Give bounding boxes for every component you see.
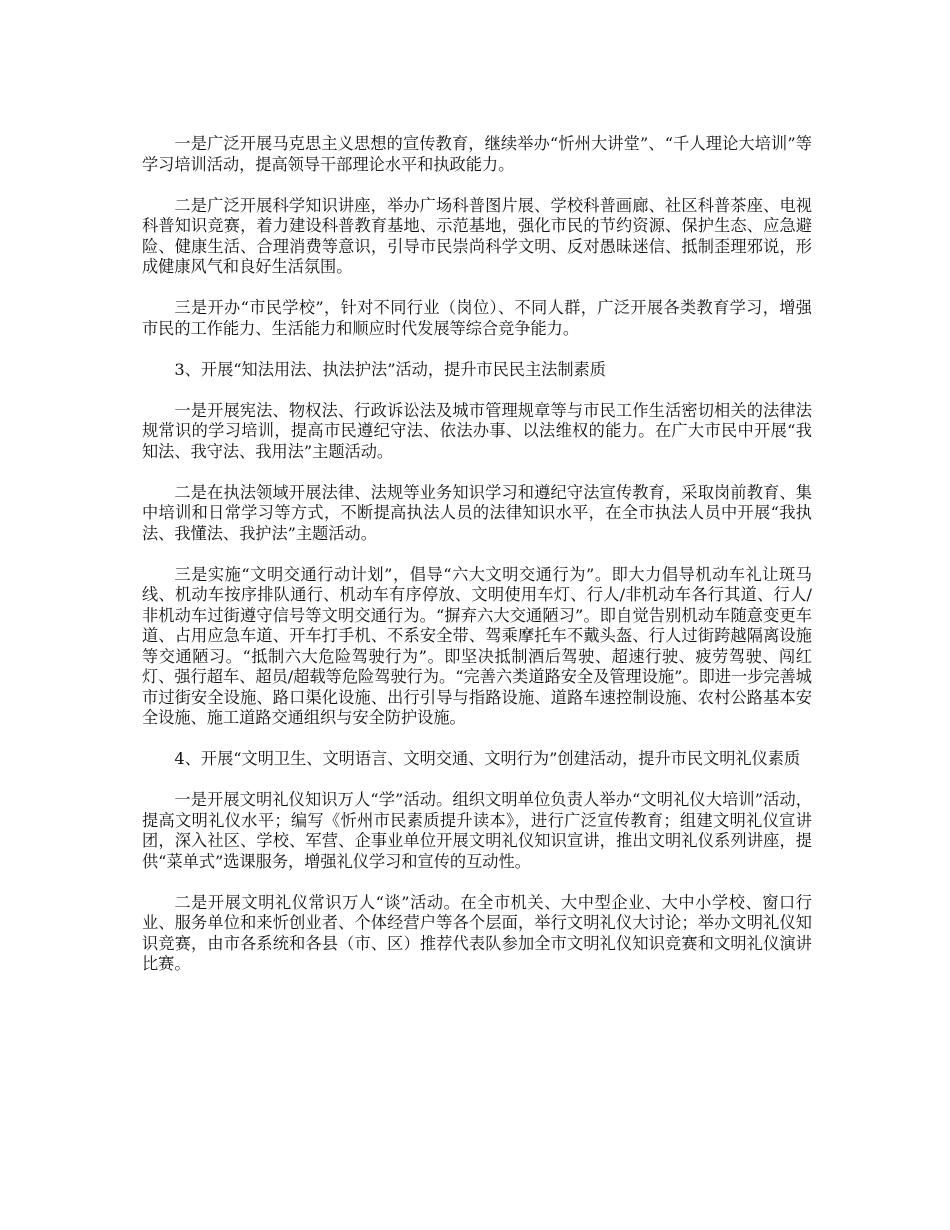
paragraph-law-training: 一是开展宪法、物权法、行政诉讼法及城市管理规章等与市民工作生活密切相关的法律法规常识的学习培训，提高市民遵纪守法、依法办事、以法维权的能力。在广大市民中开展“我知法、我守法、我用法”主题活动。 <box>142 400 812 461</box>
section-heading-etiquette: 4、开展“文明卫生、文明语言、文明交通、文明行为”创建活动，提升市民文明礼仪素质 <box>174 749 801 768</box>
paragraph-etiquette-learn: 一是开展文明礼仪知识万人“学”活动。组织文明单位负责人举办“文明礼仪大培训”活动，提高文明礼仪水平；编写《忻州市民素质提升读本》，进行广泛宣传教育；组建文明礼仪宣讲团，深入社区、学校、军营、企事业单位开展文明礼仪知识宣讲，推出文明礼仪系列讲座，提供“菜单式”选课服务，增强礼仪学习和宣传的互动性。 <box>142 790 812 871</box>
document-page <box>142 134 812 995</box>
paragraph-law-enforcement: 二是在执法领域开展法律、法规等业务知识学习和遵纪守法宣传教育，采取岗前教育、集中培训和日常学习等方式，不断提高执法人员的法律知识水平，在全市执法人员中开展“我执法、我懂法、我护法”主题活动。 <box>142 482 812 543</box>
paragraph-citizen-school: 三是开办“市民学校”，针对不同行业（岗位）、不同人群，广泛开展各类教育学习，增强市民的工作能力、生活能力和顺应时代发展等综合竞争能力。 <box>142 298 812 338</box>
paragraph-etiquette-discuss: 二是开展文明礼仪常识万人“谈”活动。在全市机关、大中型企业、大中小学校、窗口行业、服务单位和来忻创业者、个体经营户等各个层面，举行文明礼仪大讨论；举办文明礼仪知识竞赛，由市各系统和各县（市、区）推荐代表队参加全市文明礼仪知识竞赛和文明礼仪演讲比赛。 <box>142 892 812 973</box>
section-heading-law: 3、开展“知法用法、执法护法”活动，提升市民民主法制素质 <box>174 359 606 379</box>
paragraph-science-lectures: 二是广泛开展科学知识讲座，举办广场科普图片展、学校科普画廊、社区科普茶座、电视科普知识竞赛，着力建设科普教育基地、示范基地，强化市民的节约资源、保护生态、应急避险、健康生活、合理消费等意识，引导市民崇尚科学文明、反对愚昧迷信、抵制歪理邪说，形成健康风气和良好生活氛围。 <box>142 195 812 276</box>
paragraph-traffic-plan: 三是实施“文明交通行动计划”，倡导“六大文明交通行为”。即大力倡导机动车礼让斑马线、机动车按序排队通行、机动车有序停放、文明使用车灯、行人/非机动车各行其道、行人/非机动车过街遵守信号等文明交通行为。“摒弃六大交通陋习”。即自觉告别机动车随意变更车道、占用应急车道、开车打手机、不系安全带、驾乘摩托车不戴头盔、行人过街跨越隔离设施等交通陋习。“抵制六大危险驾驶行为”。即坚决抵制酒后驾驶、超速行驶、疲劳驾驶、闯红灯、强行超车、超员/超载等危险驾驶行为。“完善六类道路安全及管理设施”。即进一步完善城市过街安全设施、路口渠化设施、出行引导与指路设施、道路车速控制设施、农村公路基本安全设施、施工道路交通组织与安全防护设施。 <box>142 564 812 727</box>
paragraph-theory-education: 一是广泛开展马克思主义思想的宣传教育，继续举办“忻州大讲堂”、“千人理论大培训”等学习培训活动，提高领导干部理论水平和执政能力。 <box>142 134 812 174</box>
